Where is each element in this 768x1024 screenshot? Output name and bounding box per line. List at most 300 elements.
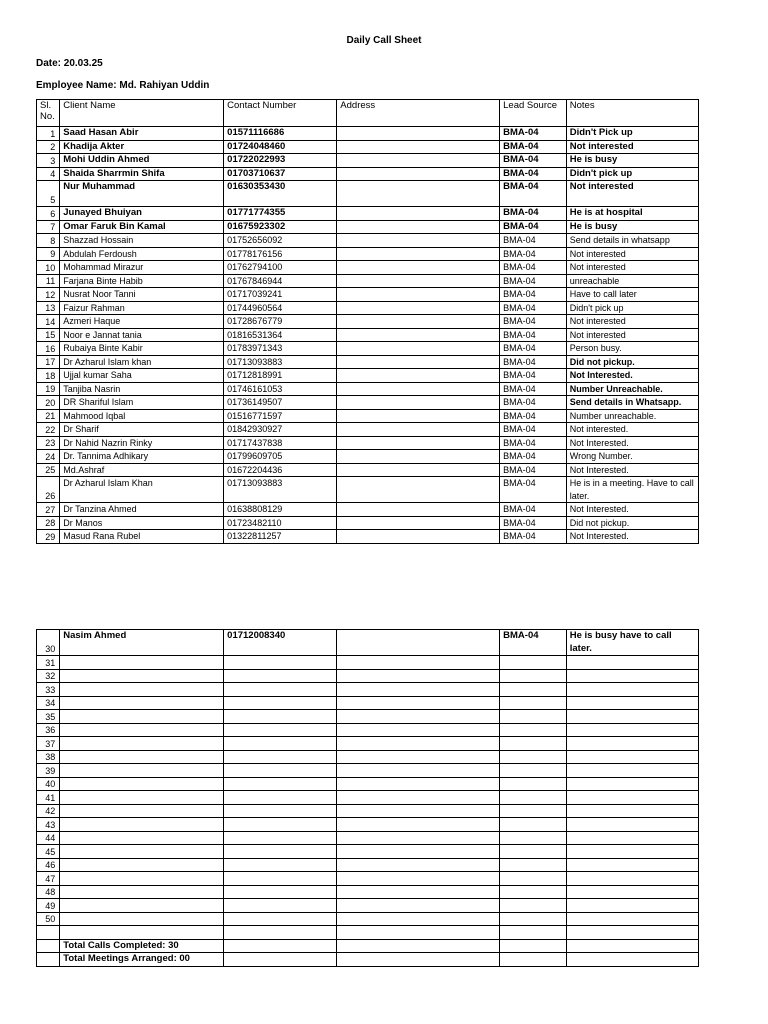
cell-empty bbox=[337, 939, 500, 953]
cell-lead-source bbox=[500, 669, 567, 683]
cell-client-name: Mohi Uddin Ahmed bbox=[60, 154, 224, 168]
cell-sl-no: 17 bbox=[37, 355, 60, 369]
cell-client-name: Dr Azharul Islam Khan bbox=[60, 477, 224, 503]
cell-sl-no: 31 bbox=[37, 656, 60, 670]
cell-client-name: Shazzad Hossain bbox=[60, 234, 224, 248]
cell-lead-source: BMA-04 bbox=[500, 530, 567, 544]
cell-sl bbox=[37, 953, 60, 967]
cell-address bbox=[337, 220, 500, 234]
table-row bbox=[37, 463, 699, 477]
cell-address bbox=[337, 328, 500, 342]
cell-notes bbox=[566, 777, 698, 791]
cell-notes bbox=[566, 926, 698, 940]
cell-sl-no: 13 bbox=[37, 301, 60, 315]
cell-lead-source: BMA-04 bbox=[500, 516, 567, 530]
cell-sl-no: 35 bbox=[37, 710, 60, 724]
cell-lead-source bbox=[500, 885, 567, 899]
cell-notes bbox=[566, 831, 698, 845]
cell-client-name: Dr Nahid Nazrin Rinky bbox=[60, 436, 224, 450]
cell-notes bbox=[566, 737, 698, 751]
cell-lead-source: BMA-04 bbox=[500, 328, 567, 342]
cell-lead-source bbox=[500, 872, 567, 886]
cell-notes: He is busy bbox=[566, 220, 698, 234]
cell-lead-source bbox=[500, 818, 567, 832]
header-contact-number: Contact Number bbox=[224, 100, 337, 127]
cell-client-name: Masud Rana Rubel bbox=[60, 530, 224, 544]
table-row bbox=[37, 261, 699, 275]
cell-client-name bbox=[60, 683, 224, 697]
table-row bbox=[37, 477, 699, 503]
cell-contact-number: 01767846944 bbox=[224, 274, 337, 288]
table-row bbox=[37, 696, 699, 710]
cell-address bbox=[337, 831, 500, 845]
cell-client-name: Ujjal kumar Saha bbox=[60, 369, 224, 383]
cell-notes bbox=[566, 656, 698, 670]
cell-lead-source: BMA-04 bbox=[500, 127, 567, 141]
cell-contact-number: 01762794100 bbox=[224, 261, 337, 275]
cell-address bbox=[337, 764, 500, 778]
cell-notes bbox=[566, 872, 698, 886]
table-row bbox=[37, 315, 699, 329]
cell-client-name: Abdulah Ferdoush bbox=[60, 247, 224, 261]
cell-address bbox=[337, 926, 500, 940]
total-calls-completed: Total Calls Completed: 30 bbox=[60, 939, 224, 953]
table-row bbox=[37, 777, 699, 791]
cell-client-name: Junayed Bhuiyan bbox=[60, 207, 224, 221]
cell-address bbox=[337, 750, 500, 764]
cell-contact-number bbox=[224, 912, 337, 926]
cell-lead-source: BMA-04 bbox=[500, 301, 567, 315]
cell-lead-source: BMA-04 bbox=[500, 140, 567, 154]
table-row bbox=[37, 382, 699, 396]
cell-contact-number: 01672204436 bbox=[224, 463, 337, 477]
cell-client-name bbox=[60, 656, 224, 670]
total-meetings-row bbox=[37, 953, 699, 967]
cell-lead-source: BMA-04 bbox=[500, 477, 567, 503]
cell-contact-number: 01736149507 bbox=[224, 396, 337, 410]
cell-client-name: Dr. Tannima Adhikary bbox=[60, 450, 224, 464]
cell-contact-number bbox=[224, 723, 337, 737]
cell-address bbox=[337, 247, 500, 261]
table-row bbox=[37, 764, 699, 778]
cell-address bbox=[337, 872, 500, 886]
cell-contact-number bbox=[224, 777, 337, 791]
table-row bbox=[37, 288, 699, 302]
cell-address bbox=[337, 516, 500, 530]
cell-lead-source: BMA-04 bbox=[500, 450, 567, 464]
cell-lead-source bbox=[500, 804, 567, 818]
cell-address bbox=[337, 127, 500, 141]
cell-sl-no: 27 bbox=[37, 503, 60, 517]
cell-client-name: Khadija Akter bbox=[60, 140, 224, 154]
cell-address bbox=[337, 630, 500, 656]
table-row bbox=[37, 274, 699, 288]
cell-client-name bbox=[60, 791, 224, 805]
cell-lead-source: BMA-04 bbox=[500, 181, 567, 207]
cell-notes: He is busy bbox=[566, 154, 698, 168]
cell-client-name: Dr Sharif bbox=[60, 423, 224, 437]
cell-address bbox=[337, 154, 500, 168]
cell-sl-no: 46 bbox=[37, 858, 60, 872]
cell-sl-no: 29 bbox=[37, 530, 60, 544]
table-row bbox=[37, 804, 699, 818]
cell-lead-source bbox=[500, 926, 567, 940]
table-row bbox=[37, 154, 699, 168]
cell-client-name: Shaida Sharrmin Shifa bbox=[60, 167, 224, 181]
cell-address bbox=[337, 207, 500, 221]
cell-lead-source bbox=[500, 737, 567, 751]
cell-client-name: Rubaiya Binte Kabir bbox=[60, 342, 224, 356]
cell-contact-number: 01842930927 bbox=[224, 423, 337, 437]
table-row bbox=[37, 926, 699, 940]
cell-address bbox=[337, 656, 500, 670]
table-row bbox=[37, 656, 699, 670]
cell-notes bbox=[566, 710, 698, 724]
table-header-row bbox=[37, 100, 699, 127]
cell-lead-source bbox=[500, 710, 567, 724]
cell-lead-source: BMA-04 bbox=[500, 247, 567, 261]
cell-address bbox=[337, 450, 500, 464]
header-sl-no: Sl. No. bbox=[37, 100, 60, 127]
cell-notes bbox=[566, 858, 698, 872]
cell-lead-source: BMA-04 bbox=[500, 167, 567, 181]
cell-empty bbox=[566, 939, 698, 953]
cell-notes bbox=[566, 791, 698, 805]
cell-lead-source: BMA-04 bbox=[500, 630, 567, 656]
cell-contact-number bbox=[224, 872, 337, 886]
cell-address bbox=[337, 669, 500, 683]
cell-sl-no: 26 bbox=[37, 477, 60, 503]
cell-contact-number bbox=[224, 696, 337, 710]
cell-client-name bbox=[60, 723, 224, 737]
cell-address bbox=[337, 818, 500, 832]
cell-contact-number bbox=[224, 831, 337, 845]
cell-client-name: Omar Faruk Bin Kamal bbox=[60, 220, 224, 234]
cell-notes: Not interested bbox=[566, 247, 698, 261]
cell-lead-source: BMA-04 bbox=[500, 369, 567, 383]
table-row bbox=[37, 831, 699, 845]
cell-sl-no: 25 bbox=[37, 463, 60, 477]
cell-notes: Didn't Pick up bbox=[566, 127, 698, 141]
cell-notes: Didn't pick up bbox=[566, 301, 698, 315]
cell-client-name bbox=[60, 696, 224, 710]
cell-address bbox=[337, 436, 500, 450]
table-row bbox=[37, 220, 699, 234]
sheet-date: Date: 20.03.25 bbox=[36, 58, 103, 69]
cell-sl-no: 36 bbox=[37, 723, 60, 737]
cell-lead-source: BMA-04 bbox=[500, 503, 567, 517]
cell-notes: Person busy. bbox=[566, 342, 698, 356]
cell-address bbox=[337, 288, 500, 302]
cell-contact-number: 01322811257 bbox=[224, 530, 337, 544]
cell-contact-number: 01778176156 bbox=[224, 247, 337, 261]
cell-lead-source: BMA-04 bbox=[500, 396, 567, 410]
cell-contact-number bbox=[224, 926, 337, 940]
cell-sl-no: 34 bbox=[37, 696, 60, 710]
table-row bbox=[37, 669, 699, 683]
cell-address bbox=[337, 369, 500, 383]
call-table bbox=[36, 99, 699, 544]
cell-lead-source bbox=[500, 683, 567, 697]
cell-lead-source: BMA-04 bbox=[500, 436, 567, 450]
cell-lead-source bbox=[500, 723, 567, 737]
cell-sl-no: 7 bbox=[37, 220, 60, 234]
cell-client-name: Nusrat Noor Tanni bbox=[60, 288, 224, 302]
cell-notes bbox=[566, 683, 698, 697]
cell-sl-no: 28 bbox=[37, 516, 60, 530]
cell-contact-number: 01783971343 bbox=[224, 342, 337, 356]
cell-sl-no: 22 bbox=[37, 423, 60, 437]
cell-sl-no: 48 bbox=[37, 885, 60, 899]
cell-notes bbox=[566, 818, 698, 832]
cell-address bbox=[337, 382, 500, 396]
cell-contact-number: 01724048460 bbox=[224, 140, 337, 154]
cell-sl-no: 50 bbox=[37, 912, 60, 926]
cell-sl-no: 41 bbox=[37, 791, 60, 805]
cell-client-name: Md.Ashraf bbox=[60, 463, 224, 477]
cell-lead-source bbox=[500, 656, 567, 670]
cell-sl-no: 16 bbox=[37, 342, 60, 356]
cell-notes: Number unreachable. bbox=[566, 409, 698, 423]
cell-notes bbox=[566, 912, 698, 926]
cell-lead-source: BMA-04 bbox=[500, 274, 567, 288]
cell-sl bbox=[37, 939, 60, 953]
cell-empty bbox=[500, 939, 567, 953]
cell-client-name: Saad Hasan Abir bbox=[60, 127, 224, 141]
cell-lead-source bbox=[500, 777, 567, 791]
cell-notes: Didn't pick up bbox=[566, 167, 698, 181]
cell-lead-source bbox=[500, 791, 567, 805]
cell-contact-number: 01728676779 bbox=[224, 315, 337, 329]
cell-sl-no: 10 bbox=[37, 261, 60, 275]
cell-empty bbox=[500, 953, 567, 967]
table-row bbox=[37, 503, 699, 517]
cell-client-name bbox=[60, 845, 224, 859]
cell-client-name bbox=[60, 926, 224, 940]
cell-lead-source: BMA-04 bbox=[500, 315, 567, 329]
cell-address bbox=[337, 696, 500, 710]
cell-sl-no: 20 bbox=[37, 396, 60, 410]
cell-sl-no: 44 bbox=[37, 831, 60, 845]
cell-lead-source: BMA-04 bbox=[500, 207, 567, 221]
cell-contact-number: 01703710637 bbox=[224, 167, 337, 181]
cell-sl-no: 6 bbox=[37, 207, 60, 221]
cell-contact-number: 01723482110 bbox=[224, 516, 337, 530]
cell-contact-number bbox=[224, 845, 337, 859]
cell-lead-source bbox=[500, 858, 567, 872]
table-row bbox=[37, 710, 699, 724]
cell-address bbox=[337, 167, 500, 181]
cell-client-name: Tanjiba Nasrin bbox=[60, 382, 224, 396]
table-row bbox=[37, 207, 699, 221]
cell-contact-number bbox=[224, 750, 337, 764]
call-table-continued bbox=[36, 629, 699, 967]
table-row bbox=[37, 369, 699, 383]
cell-notes bbox=[566, 899, 698, 913]
table-row bbox=[37, 683, 699, 697]
cell-address bbox=[337, 396, 500, 410]
cell-sl-no: 9 bbox=[37, 247, 60, 261]
cell-sl-no: 11 bbox=[37, 274, 60, 288]
cell-sl-no: 21 bbox=[37, 409, 60, 423]
cell-address bbox=[337, 710, 500, 724]
cell-empty bbox=[224, 939, 337, 953]
cell-address bbox=[337, 342, 500, 356]
cell-lead-source bbox=[500, 696, 567, 710]
cell-notes bbox=[566, 764, 698, 778]
cell-lead-source: BMA-04 bbox=[500, 409, 567, 423]
table-row bbox=[37, 247, 699, 261]
cell-client-name: Faizur Rahman bbox=[60, 301, 224, 315]
cell-sl-no: 30 bbox=[37, 630, 60, 656]
cell-client-name bbox=[60, 831, 224, 845]
cell-notes bbox=[566, 723, 698, 737]
header-notes: Notes bbox=[566, 100, 698, 127]
cell-contact-number: 01675923302 bbox=[224, 220, 337, 234]
cell-sl-no: 18 bbox=[37, 369, 60, 383]
header-client-name: Client Name bbox=[60, 100, 224, 127]
table-row bbox=[37, 885, 699, 899]
table-row bbox=[37, 436, 699, 450]
cell-lead-source: BMA-04 bbox=[500, 342, 567, 356]
cell-address bbox=[337, 885, 500, 899]
cell-contact-number bbox=[224, 683, 337, 697]
cell-contact-number: 01571116686 bbox=[224, 127, 337, 141]
cell-notes bbox=[566, 750, 698, 764]
table-row bbox=[37, 750, 699, 764]
cell-contact-number bbox=[224, 899, 337, 913]
cell-sl-no: 47 bbox=[37, 872, 60, 886]
cell-client-name: Nasim Ahmed bbox=[60, 630, 224, 656]
cell-contact-number: 01712818991 bbox=[224, 369, 337, 383]
cell-notes: Not Interested. bbox=[566, 530, 698, 544]
cell-contact-number: 01744960564 bbox=[224, 301, 337, 315]
table-row bbox=[37, 872, 699, 886]
sheet-title: Daily Call Sheet bbox=[346, 35, 422, 46]
cell-sl-no: 45 bbox=[37, 845, 60, 859]
cell-lead-source bbox=[500, 845, 567, 859]
cell-address bbox=[337, 899, 500, 913]
cell-contact-number: 01638808129 bbox=[224, 503, 337, 517]
cell-address bbox=[337, 261, 500, 275]
table-row bbox=[37, 791, 699, 805]
cell-sl-no: 8 bbox=[37, 234, 60, 248]
cell-notes: Not interested bbox=[566, 181, 698, 207]
header-lead-source: Lead Source bbox=[500, 100, 567, 127]
cell-notes: He is at hospital bbox=[566, 207, 698, 221]
cell-sl-no: 38 bbox=[37, 750, 60, 764]
cell-sl-no: 2 bbox=[37, 140, 60, 154]
cell-client-name bbox=[60, 912, 224, 926]
cell-notes: Send details in Whatsapp. bbox=[566, 396, 698, 410]
table-row bbox=[37, 301, 699, 315]
table-row bbox=[37, 630, 699, 656]
table-row bbox=[37, 530, 699, 544]
cell-notes bbox=[566, 845, 698, 859]
cell-notes: He is busy have to call later. bbox=[566, 630, 698, 656]
cell-client-name: Mohammad Mirazur bbox=[60, 261, 224, 275]
table-row bbox=[37, 181, 699, 207]
cell-address bbox=[337, 301, 500, 315]
cell-empty bbox=[566, 953, 698, 967]
cell-notes: Not interested bbox=[566, 328, 698, 342]
cell-lead-source: BMA-04 bbox=[500, 423, 567, 437]
cell-empty bbox=[337, 953, 500, 967]
cell-notes: Not interested bbox=[566, 261, 698, 275]
cell-empty bbox=[224, 953, 337, 967]
header-address: Address bbox=[337, 100, 500, 127]
cell-notes: Not interested. bbox=[566, 423, 698, 437]
table-row bbox=[37, 818, 699, 832]
cell-notes bbox=[566, 804, 698, 818]
cell-sl-no: 12 bbox=[37, 288, 60, 302]
cell-contact-number: 01713093883 bbox=[224, 355, 337, 369]
cell-client-name bbox=[60, 899, 224, 913]
table-row bbox=[37, 423, 699, 437]
cell-lead-source: BMA-04 bbox=[500, 382, 567, 396]
cell-notes bbox=[566, 885, 698, 899]
cell-contact-number bbox=[224, 656, 337, 670]
cell-client-name: Farjana Binte Habib bbox=[60, 274, 224, 288]
cell-client-name bbox=[60, 818, 224, 832]
cell-contact-number: 01713093883 bbox=[224, 477, 337, 503]
cell-address bbox=[337, 845, 500, 859]
cell-address bbox=[337, 477, 500, 503]
cell-sl-no: 19 bbox=[37, 382, 60, 396]
cell-notes: unreachable bbox=[566, 274, 698, 288]
cell-client-name bbox=[60, 804, 224, 818]
cell-address bbox=[337, 423, 500, 437]
cell-notes: Have to call later bbox=[566, 288, 698, 302]
cell-notes bbox=[566, 696, 698, 710]
table-row bbox=[37, 912, 699, 926]
table-row bbox=[37, 328, 699, 342]
cell-client-name: Dr Tanzina Ahmed bbox=[60, 503, 224, 517]
cell-contact-number bbox=[224, 858, 337, 872]
cell-address bbox=[337, 723, 500, 737]
cell-contact-number: 01717437838 bbox=[224, 436, 337, 450]
cell-address bbox=[337, 858, 500, 872]
cell-address bbox=[337, 777, 500, 791]
cell-lead-source bbox=[500, 912, 567, 926]
cell-lead-source bbox=[500, 764, 567, 778]
cell-notes: Send details in whatsapp bbox=[566, 234, 698, 248]
table-row bbox=[37, 167, 699, 181]
cell-client-name bbox=[60, 764, 224, 778]
cell-address bbox=[337, 234, 500, 248]
cell-sl-no: 23 bbox=[37, 436, 60, 450]
cell-contact-number: 01816531364 bbox=[224, 328, 337, 342]
cell-contact-number: 01771774355 bbox=[224, 207, 337, 221]
cell-address bbox=[337, 140, 500, 154]
table-row bbox=[37, 516, 699, 530]
cell-client-name bbox=[60, 885, 224, 899]
cell-contact-number bbox=[224, 791, 337, 805]
table-row bbox=[37, 409, 699, 423]
cell-client-name: Mahmood Iqbal bbox=[60, 409, 224, 423]
cell-client-name bbox=[60, 858, 224, 872]
cell-lead-source bbox=[500, 750, 567, 764]
cell-sl-no: 3 bbox=[37, 154, 60, 168]
table-row bbox=[37, 396, 699, 410]
total-calls-row bbox=[37, 939, 699, 953]
cell-contact-number bbox=[224, 804, 337, 818]
cell-lead-source bbox=[500, 899, 567, 913]
cell-client-name: Dr Manos bbox=[60, 516, 224, 530]
cell-contact-number bbox=[224, 764, 337, 778]
cell-notes: Did not pickup. bbox=[566, 516, 698, 530]
table-row bbox=[37, 140, 699, 154]
